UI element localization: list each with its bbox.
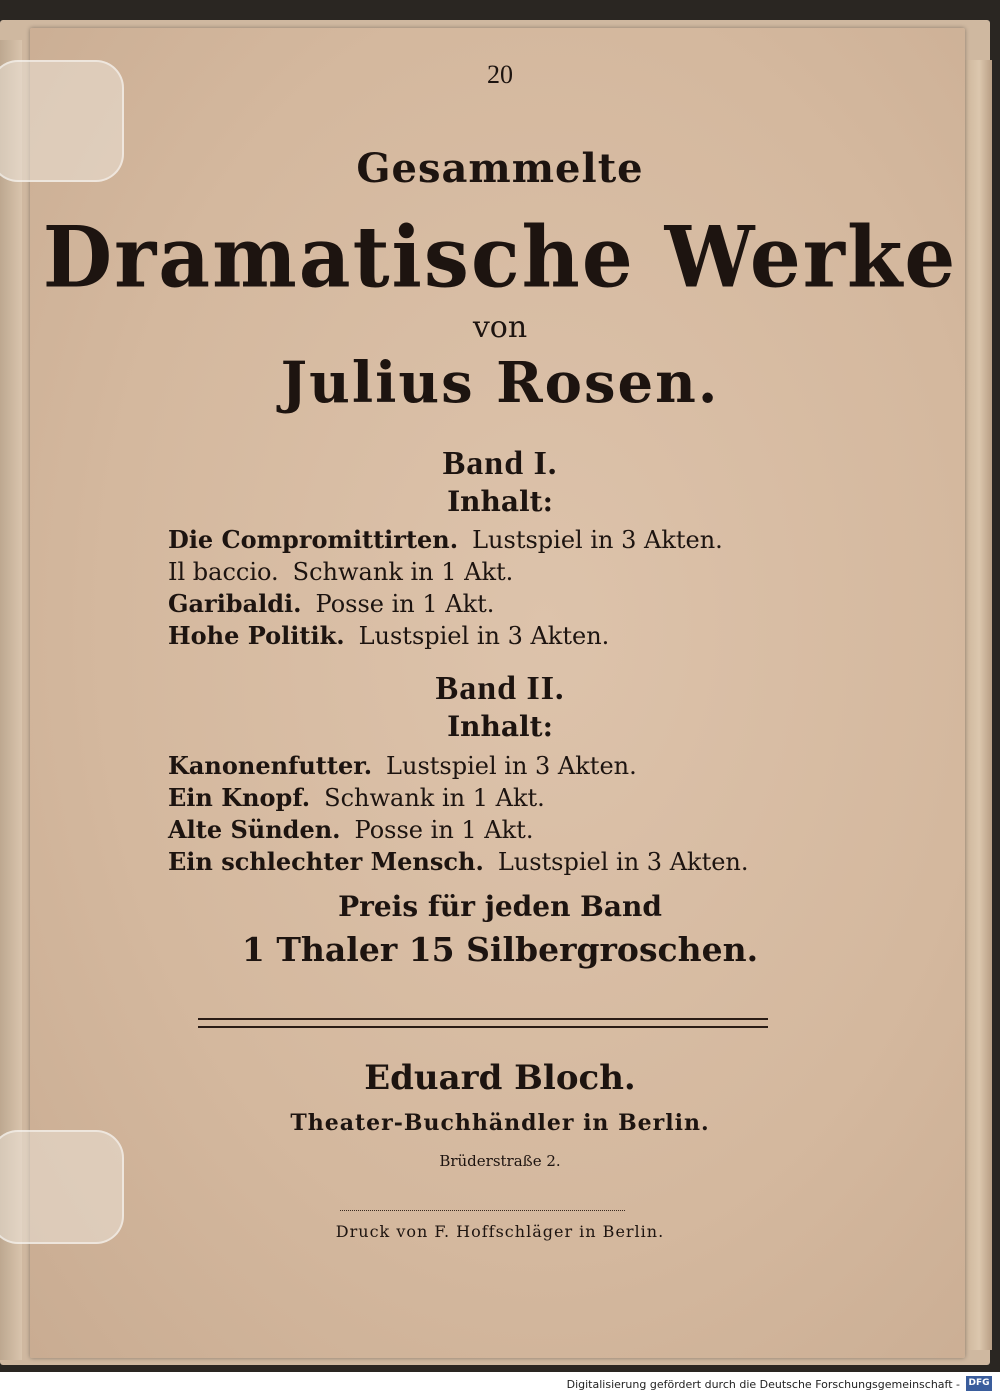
publisher-name: Eduard Bloch. bbox=[364, 1058, 636, 1098]
band2-contents bbox=[168, 750, 749, 878]
digitization-credit: Digitalisierung gefördert durch die Deutsche Forschungsgemeinschaft - bbox=[566, 1378, 960, 1391]
entry-title: Ein Knopf. bbox=[168, 783, 311, 812]
band1-heading: Band I. bbox=[442, 445, 558, 482]
entry-desc: Schwank in 1 Akt. bbox=[324, 784, 545, 812]
entry-title: Hohe Politik. bbox=[168, 621, 345, 650]
price-value: 1 Thaler 15 Silbergroschen. bbox=[241, 930, 759, 969]
price-label: Preis für jeden Band bbox=[338, 890, 662, 923]
entry-title: Garibaldi. bbox=[168, 589, 302, 618]
entry-desc: Lustspiel in 3 Akten. bbox=[472, 526, 723, 554]
list-item bbox=[168, 750, 749, 782]
entry-desc: Posse in 1 Akt. bbox=[315, 590, 495, 618]
entry-desc: Lustspiel in 3 Akten. bbox=[497, 848, 749, 876]
list-item bbox=[168, 620, 723, 652]
band2-heading: Band II. bbox=[435, 670, 565, 707]
entry-desc: Posse in 1 Akt. bbox=[354, 816, 534, 844]
divider-rule bbox=[198, 1018, 768, 1028]
band2-inhalt: Inhalt: bbox=[447, 710, 553, 743]
entry-desc: Lustspiel in 3 Akten. bbox=[358, 622, 610, 650]
entry-desc: Lustspiel in 3 Akten. bbox=[386, 752, 637, 780]
list-item bbox=[168, 782, 749, 814]
list-item bbox=[168, 588, 723, 620]
entry-title: Il baccio. bbox=[168, 558, 279, 586]
publisher-street: Brüderstraße 2. bbox=[439, 1152, 561, 1170]
title-main: Dramatische Werke bbox=[42, 207, 958, 307]
entry-title: Die Compromittirten. bbox=[168, 525, 459, 554]
entry-title: Ein schlechter Mensch. bbox=[168, 847, 484, 876]
publisher-location: Theater-Buchhändler in Berlin. bbox=[290, 1110, 710, 1136]
title-von: von bbox=[472, 310, 528, 345]
printer-line: Druck von F. Hoffschläger in Berlin. bbox=[335, 1222, 665, 1241]
list-item bbox=[168, 556, 723, 588]
title-gesammelte: Gesammelte bbox=[356, 145, 644, 192]
dotted-divider bbox=[340, 1210, 625, 1211]
page-number: 20 bbox=[487, 60, 513, 89]
author-name: Julius Rosen. bbox=[280, 350, 720, 416]
list-item bbox=[168, 524, 723, 556]
entry-title: Alte Sünden. bbox=[168, 815, 341, 844]
entry-title: Kanonenfutter. bbox=[168, 751, 373, 780]
band1-contents bbox=[168, 524, 723, 652]
list-item bbox=[168, 814, 749, 846]
dfg-logo: DFG bbox=[966, 1376, 992, 1391]
band1-inhalt: Inhalt: bbox=[447, 485, 553, 518]
list-item bbox=[168, 846, 749, 878]
entry-desc: Schwank in 1 Akt. bbox=[292, 558, 514, 586]
